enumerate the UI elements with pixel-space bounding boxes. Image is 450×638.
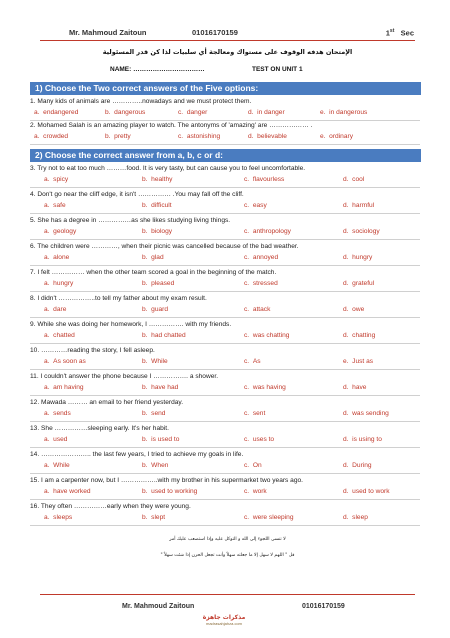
answer-option	[343, 384, 366, 391]
answer-option	[343, 202, 374, 209]
option-text: chatting	[352, 332, 376, 339]
answer-option	[44, 280, 73, 287]
option-text: owe	[352, 306, 365, 313]
answer-option	[44, 384, 84, 391]
option-letter: a.	[44, 228, 50, 235]
option-text: was chatting	[252, 332, 290, 339]
option-letter: a.	[44, 488, 50, 495]
option-letter: a.	[44, 384, 50, 391]
options-row	[30, 514, 420, 524]
section-1-heading: 1) Choose the Two correct answers of the Five options:	[30, 82, 421, 95]
option-letter: a.	[44, 306, 50, 313]
option-text: is using to	[352, 436, 382, 443]
option-text: used to work	[352, 488, 390, 495]
option-text: healthy	[151, 176, 173, 183]
option-letter: c.	[244, 202, 250, 209]
option-letter: b.	[105, 109, 111, 116]
option-text: am having	[53, 384, 84, 391]
row-divider	[30, 343, 420, 344]
options-row	[30, 358, 420, 368]
option-text: was sending	[352, 410, 389, 417]
logo-arabic: مذكرات جاهزة	[202, 614, 246, 621]
option-letter: b.	[142, 410, 148, 417]
option-letter: c.	[244, 358, 250, 365]
question-text: 8. I didn't ……………..to tell my father about my exam result.	[30, 295, 207, 302]
option-text: sociology	[352, 228, 380, 235]
options-row	[30, 133, 420, 143]
option-text: dangerous	[114, 109, 146, 116]
question-text: 7. I felt …………… when the other team scored a goal in the beginning of the match.	[30, 269, 277, 276]
name-label: NAME: ……………………………	[110, 66, 205, 73]
option-letter: d.	[343, 228, 349, 235]
answer-option	[142, 280, 174, 287]
answer-option	[142, 332, 186, 339]
answer-option	[142, 514, 165, 521]
option-letter: c.	[244, 384, 250, 391]
option-text: easy	[252, 202, 267, 209]
row-divider	[30, 317, 420, 318]
question-text: 11. I couldn't answer the phone because I ……………. a shower.	[30, 373, 219, 380]
page-header	[44, 28, 414, 40]
row-divider	[30, 369, 420, 370]
row-divider	[30, 447, 420, 448]
options-row	[30, 436, 420, 446]
answer-option	[244, 280, 278, 287]
option-text: glad	[151, 254, 164, 261]
option-text: dare	[53, 306, 67, 313]
option-text: On	[252, 462, 262, 469]
header-teacher: Mr. Mahmoud Zaitoun	[69, 28, 147, 37]
options-row	[30, 306, 420, 316]
row-divider	[30, 144, 420, 145]
arabic-title: الإمتحان هدفه الوقوف على مستواك ومعالجة أي سلبيات لذا كن قدر المسئولية	[102, 48, 353, 56]
option-letter: c.	[244, 410, 250, 417]
option-letter: a.	[44, 410, 50, 417]
options-row	[30, 109, 420, 119]
option-letter: b.	[142, 488, 148, 495]
option-letter: e.	[320, 133, 326, 140]
option-letter: c.	[178, 133, 184, 140]
option-letter: d.	[343, 332, 349, 339]
answer-option	[244, 436, 274, 443]
option-text: As	[252, 358, 261, 365]
options-row	[30, 254, 420, 264]
question-text: 13. She ……………sleeping early. It's her habit.	[30, 425, 169, 432]
footer-divider	[40, 594, 415, 595]
option-letter: a.	[44, 280, 50, 287]
option-letter: c.	[178, 109, 184, 116]
option-text: sleeps	[53, 514, 73, 521]
answer-option	[244, 358, 261, 365]
row-divider	[30, 421, 420, 422]
option-text: hungry	[53, 280, 74, 287]
row-divider	[30, 120, 420, 121]
row-divider	[30, 291, 420, 292]
option-letter: a.	[44, 254, 50, 261]
options-row	[30, 462, 420, 472]
option-letter: d.	[343, 410, 349, 417]
option-letter: a.	[34, 133, 40, 140]
option-letter: d.	[343, 436, 349, 443]
option-letter: b.	[142, 436, 148, 443]
options-row	[30, 228, 420, 238]
option-text: danger	[186, 109, 208, 116]
page-footer	[40, 603, 415, 613]
answer-option	[44, 228, 76, 235]
answer-option	[244, 384, 286, 391]
option-letter: d.	[343, 254, 349, 261]
answer-option	[44, 254, 69, 261]
answer-option	[44, 306, 66, 313]
answer-option	[44, 358, 86, 365]
option-text: anthropology	[252, 228, 291, 235]
option-letter: e.	[343, 358, 349, 365]
option-letter: b.	[105, 133, 111, 140]
header-divider	[40, 40, 415, 41]
question-text: 10. …………reading the story, I fell asleep.	[30, 347, 155, 354]
answer-option	[244, 410, 265, 417]
answer-option	[44, 332, 75, 339]
row-divider	[30, 525, 420, 526]
answer-option	[142, 254, 164, 261]
answer-option	[343, 514, 368, 521]
question-text: 3. Try not to eat too much ………food. It is very tasty, but can cause you to feel uncomfortable.	[30, 165, 306, 172]
options-row	[30, 176, 420, 186]
option-text: ordinary	[329, 133, 353, 140]
answer-option	[244, 462, 262, 469]
option-letter: b.	[142, 228, 148, 235]
closing-line-2: قل " اللهم لا سهل إلا ما جعلته سهلاً وأنت تجعل الحزن إذا شئت سهلاً "	[160, 553, 295, 558]
option-text: have had	[151, 384, 179, 391]
answer-option	[343, 176, 364, 183]
option-text: stressed	[252, 280, 278, 287]
option-text: sends	[53, 410, 71, 417]
option-letter: d.	[343, 306, 349, 313]
answer-option	[44, 176, 68, 183]
logo-url: madrasahjahza.com	[205, 621, 243, 626]
answer-option	[244, 254, 278, 261]
option-text: send	[151, 410, 166, 417]
option-text: safe	[53, 202, 66, 209]
question-text: 4. Don't go near the cliff edge, it isn't …………… .You may fall off the cliff.	[30, 191, 244, 198]
section-2-heading: 2) Choose the correct answer from a, b, c or d:	[30, 149, 421, 162]
option-letter: a.	[34, 109, 40, 116]
answer-option	[244, 514, 294, 521]
option-text: guard	[151, 306, 169, 313]
option-letter: d.	[343, 176, 349, 183]
option-letter: b.	[142, 358, 148, 365]
option-letter: c.	[244, 462, 250, 469]
answer-option	[142, 462, 168, 469]
answer-option	[343, 436, 382, 443]
option-letter: d.	[248, 109, 254, 116]
question-text: 16. They often ……………early when they were young.	[30, 503, 191, 510]
option-letter: a.	[44, 462, 50, 469]
option-letter: c.	[244, 306, 250, 313]
row-divider	[30, 499, 420, 500]
answer-option	[142, 384, 178, 391]
answer-option	[44, 488, 91, 495]
answer-option	[44, 462, 70, 469]
option-text: were sleeping	[252, 514, 294, 521]
answer-option	[343, 254, 372, 261]
answer-option	[244, 202, 267, 209]
option-text: While	[53, 462, 70, 469]
option-text: sent	[252, 410, 266, 417]
answer-option	[320, 109, 367, 116]
option-letter: d.	[343, 514, 349, 521]
question-text: 15. I am a carpenter now, but I ……………..with my brother in his supermarket two years ago.	[30, 477, 304, 484]
answer-option	[105, 133, 131, 140]
answer-option	[244, 306, 270, 313]
option-text: was having	[252, 384, 286, 391]
option-text: have worked	[53, 488, 91, 495]
option-letter: d.	[343, 384, 349, 391]
question-text: 1. Many kids of animals are …………..nowadays and we must protect them.	[30, 98, 252, 105]
row-divider	[30, 187, 420, 188]
answer-option	[244, 228, 291, 235]
question-text: 14. ………………….. the last few years, I tried to achieve my goals in life.	[30, 451, 244, 458]
answer-option	[343, 462, 372, 469]
option-text: As soon as	[53, 358, 86, 365]
question-text: 6. The children were …………, when their picnic was cancelled because of the bad weather.	[30, 243, 299, 250]
answer-option	[343, 410, 389, 417]
answer-option	[142, 410, 165, 417]
answer-option	[44, 202, 66, 209]
answer-option	[343, 228, 380, 235]
option-letter: a.	[44, 176, 50, 183]
site-logo	[195, 614, 253, 626]
answer-option	[248, 133, 287, 140]
option-letter: a.	[44, 436, 50, 443]
options-row	[30, 332, 420, 342]
row-divider	[30, 239, 420, 240]
options-row	[30, 488, 420, 498]
option-text: work	[252, 488, 267, 495]
answer-option	[343, 488, 390, 495]
answer-option	[142, 436, 179, 443]
option-letter: c.	[244, 176, 250, 183]
option-letter: c.	[244, 514, 250, 521]
row-divider	[30, 473, 420, 474]
answer-option	[343, 358, 373, 365]
option-letter: b.	[142, 306, 148, 313]
footer-teacher: Mr. Mahmoud Zaitoun	[122, 603, 195, 610]
option-text: uses to	[252, 436, 275, 443]
option-text: flavourless	[252, 176, 285, 183]
option-letter: d.	[343, 488, 349, 495]
option-letter: a.	[44, 514, 50, 521]
options-row	[30, 202, 420, 212]
answer-option	[142, 202, 172, 209]
row-divider	[30, 213, 420, 214]
option-letter: b.	[142, 462, 148, 469]
option-text: spicy	[53, 176, 69, 183]
answer-option	[178, 133, 220, 140]
option-text: Just as	[352, 358, 374, 365]
option-letter: b.	[142, 384, 148, 391]
option-letter: c.	[244, 436, 250, 443]
answer-option	[34, 109, 78, 116]
option-text: had chatted	[151, 332, 186, 339]
option-letter: b.	[142, 254, 148, 261]
answer-option	[244, 332, 289, 339]
option-text: annoyed	[252, 254, 279, 261]
footer-phone: 01016170159	[302, 603, 345, 610]
answer-option	[44, 436, 67, 443]
option-text: geology	[53, 228, 77, 235]
question-text: 9. While she was doing her homework, I ……………. with my friends.	[30, 321, 232, 328]
option-letter: a.	[44, 202, 50, 209]
option-text: grateful	[352, 280, 375, 287]
answer-option	[142, 488, 197, 495]
answer-option	[343, 306, 364, 313]
closing-line-1: لا تنسى اللجوء إلى الله و التوكل عليه وإذا استصعب عليك أمر	[169, 537, 286, 542]
answer-option	[244, 488, 267, 495]
option-text: is used to	[151, 436, 180, 443]
option-letter: b.	[142, 332, 148, 339]
options-row	[30, 410, 420, 420]
option-text: difficult	[151, 202, 172, 209]
answer-option	[248, 109, 285, 116]
option-letter: a.	[44, 332, 50, 339]
option-text: have	[352, 384, 367, 391]
option-text: believable	[257, 133, 287, 140]
option-text: When	[151, 462, 169, 469]
answer-option	[343, 280, 374, 287]
option-text: used to working	[151, 488, 198, 495]
answer-option	[244, 176, 284, 183]
question-text: 5. She has a degree in ……………as she likes studying living things.	[30, 217, 231, 224]
option-letter: c.	[244, 280, 250, 287]
option-text: crowded	[43, 133, 69, 140]
answer-option	[142, 228, 172, 235]
option-text: While	[151, 358, 168, 365]
answer-option	[142, 176, 172, 183]
option-text: astonishing	[186, 133, 221, 140]
option-text: sleep	[352, 514, 368, 521]
answer-option	[142, 306, 168, 313]
option-letter: c.	[244, 254, 250, 261]
options-row	[30, 384, 420, 394]
option-text: used	[53, 436, 68, 443]
answer-option	[343, 332, 375, 339]
question-text: 2. Mohamed Salah is an amazing player to watch. The antonyms of 'amazing' are ……………… .	[30, 122, 313, 129]
option-text: cool	[352, 176, 365, 183]
option-letter: c.	[244, 228, 250, 235]
option-text: attack	[252, 306, 271, 313]
answer-option	[34, 133, 68, 140]
option-letter: d.	[248, 133, 254, 140]
answer-option	[44, 410, 71, 417]
option-text: harmful	[352, 202, 375, 209]
answer-option	[105, 109, 145, 116]
option-text: endangered	[43, 109, 79, 116]
option-letter: c.	[244, 332, 250, 339]
option-text: in danger	[257, 109, 285, 116]
option-text: pleased	[151, 280, 175, 287]
row-divider	[30, 395, 420, 396]
answer-option	[178, 109, 207, 116]
question-text: 12. Mawada ……… an email to her friend yesterday.	[30, 399, 184, 406]
option-text: chatted	[53, 332, 75, 339]
option-text: pretty	[114, 133, 131, 140]
option-letter: d.	[343, 280, 349, 287]
header-phone: 01016170159	[192, 28, 238, 37]
row-divider	[30, 265, 420, 266]
header-grade: 1st Sec	[385, 28, 414, 38]
option-text: biology	[151, 228, 173, 235]
option-letter: b.	[142, 202, 148, 209]
test-label: TEST ON UNIT 1	[252, 66, 303, 73]
answer-option	[44, 514, 72, 521]
options-row	[30, 280, 420, 290]
option-text: in dangerous	[329, 109, 368, 116]
answer-option	[320, 133, 353, 140]
option-letter: b.	[142, 514, 148, 521]
option-letter: a.	[44, 358, 50, 365]
option-text: slept	[151, 514, 166, 521]
option-letter: e.	[320, 109, 326, 116]
answer-option	[142, 358, 168, 365]
option-text: alone	[53, 254, 70, 261]
option-letter: d.	[343, 202, 349, 209]
option-letter: c.	[244, 488, 250, 495]
option-letter: b.	[142, 176, 148, 183]
option-text: hungry	[352, 254, 373, 261]
option-letter: b.	[142, 280, 148, 287]
option-text: During	[352, 462, 372, 469]
option-letter: d.	[343, 462, 349, 469]
